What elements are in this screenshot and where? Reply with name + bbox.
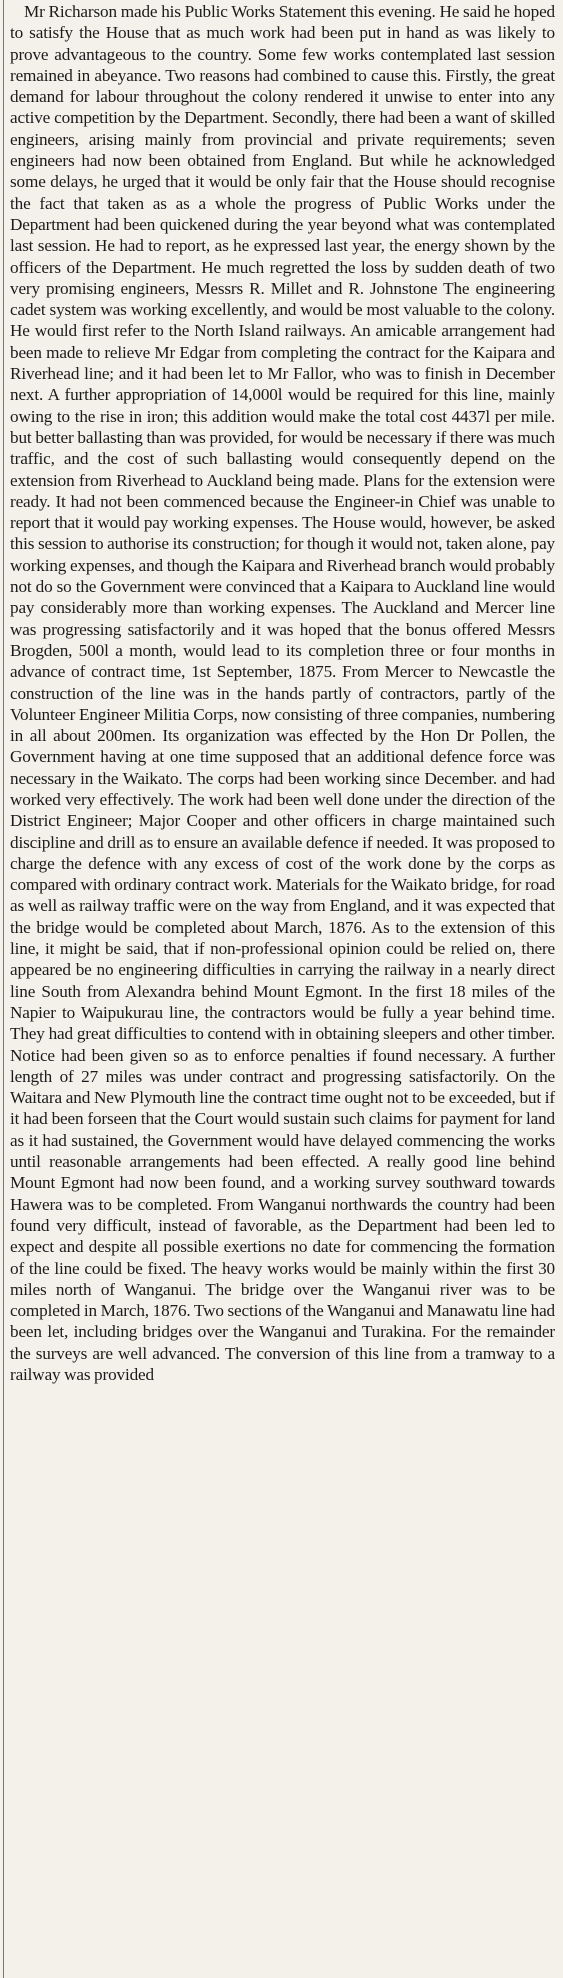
column-rule bbox=[3, 0, 4, 1978]
article-body-paragraph: Mr Richarson made his Public Works Statement this evening. He said he hoped to satisfy the House that as much work had been put in hand as was likely to prove advantageous to the country. Some few works contemplated last session remained in abeyance. Two reasons had combined to cause this. Firstly, the great demand for labour throughout the colony rendered it unwise to enter into any active competition by the Department. Secondly, there had been a want of skilled engineers, arising mainly from provincial and private requirements; seven engineers had now been obtained from England. But while he acknowledged some delays, he urged that it would be only fair that the House should recognise the fact that taken as as a whole the progress of Public Works under the Department had been quickened during the year beyond what was contemplated last session. He had to report, as he expressed last year, the energy shown by the officers of the Department. He much regretted the loss by sudden death of two very promising engineers, Messrs R. Millet and R. Johnstone The engineering cadet system was working excellently, and would be most valuable to the colony. He would first refer to the North Island railways. An amicable arrangement had been made to relieve Mr Edgar from completing the contract for the Kaipara and Riverhead line; and it had been let to Mr Fallor, who was to finish in December next. A further appropriation of 14,000l would be required for this line, mainly owing to the rise in iron; this addition would make the total cost 4437l per mile. but better ballasting than was provided, for would be necessary if there was much traffic, and the cost of such ballasting would consequently depend on the extension from Riverhead to Auckland being made. Plans for the extension were ready. It had not been commenced because the Engineer-in Chief was unable to report that it would pay working expenses. The House would, however, be asked this session to authorise its construction; for though it would not, taken alone, pay working expenses, and though the Kaipara and Riverhead branch would probably not do so the Government were convinced that a Kaipara to Auckland line would pay considerably more than working expenses. The Auckland and Mercer line was progressing satisfactorily and it was hoped that the bonus offered Messrs Brogden, 500l a month, would lead to its completion three or four months in advance of contract time, 1st September, 1875. From Mercer to Newcastle the construction of the line was in the hands partly of contractors, partly of the Volunteer Engineer Militia Corps, now consisting of three companies, numbering in all about 200men. Its organization was effected by the Hon Dr Pollen, the Government having at one time supposed that an additional defence force was necessary in the Waikato. The corps had been working since December. and had worked very effectively. The work had been well done under the direction of the District Engineer; Major Cooper and other officers in charge maintained such discipline and drill as to ensure an available defence if needed. It was proposed to charge the defence with any excess of cost of the work done by the corps as compared with ordinary contract work. Materials for the Waikato bridge, for road as well as railway traffic were on the way from England, and it was expected that the bridge would be completed about March, 1876. As to the extension of this line, it might be said, that if non-professional opinion could be relied on, there appeared be no engineering difficulties in carrying the railway in a nearly direct line South from Alexandra behind Mount Egmont. In the first 18 miles of the Napier to Waipukurau line, the contractors would be fully a year behind time. They had great difficulties to contend with in obtaining sleepers and other timber. Notice had been given so as to enforce penalties if found necessary. A further length of 27 miles was under contract and progressing satisfactorily. On the Waitara and New Plymouth line the contract time ought not to be exceeded, but if it had been forseen that the Court would sustain such claims for payment for land as it had sustained, the Government would have delayed commencing the works until reasonable arrangements had been effected. A really good line behind Mount Egmont had now been found, and a working survey southward towards Hawera was to be completed. From Wanganui northwards the country had been found very difficult, instead of favorable, as the Department had been led to expect and despite all possible exertions no date for commencing the formation of the line could be fixed. The heavy works would be mainly within the first 30 miles north of Wanganui. The bridge over the Wanganui river was to be completed in March, 1876. Two sections of the Wanganui and Manawatu line had been let, including bridges over the Wanganui and Turakina. For the remainder the surveys are well advanced. The conversion of this line from a tramway to a railway was provided bbox=[10, 2, 555, 1384]
public-works-statement-article bbox=[10, 1, 555, 1385]
